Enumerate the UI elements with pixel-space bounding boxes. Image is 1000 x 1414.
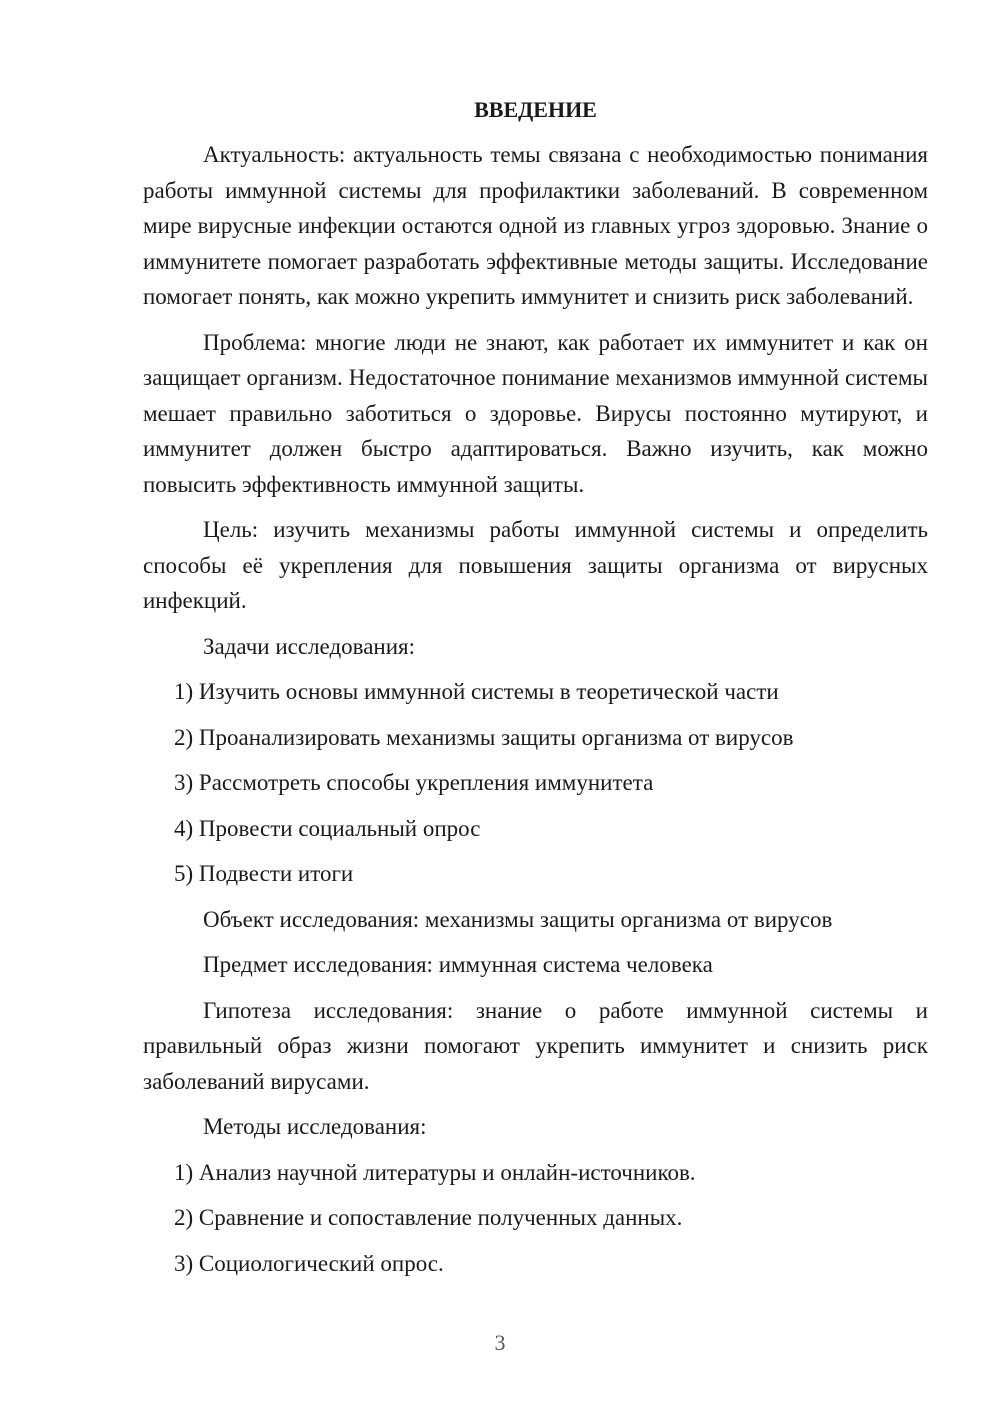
task-item: 2) Проанализировать механизмы защиты организма от вирусов <box>174 724 794 750</box>
page-number: 3 <box>494 1330 506 1355</box>
method-item: 3) Социологический опрос. <box>174 1250 444 1276</box>
tasks-title: Задачи исследования: <box>203 633 416 659</box>
object-paragraph: Объект исследования: механизмы защиты организма от вирусов <box>203 906 833 932</box>
method-item: 1) Анализ научной литературы и онлайн-источников. <box>174 1159 696 1185</box>
task-item: 3) Рассмотреть способы укрепления иммунитета <box>174 770 654 795</box>
tasks-list <box>143 674 928 892</box>
problem-paragraph: Проблема: многие люди не знают, как работает их иммунитет и как он защищает организм. Недостаточное понимание механизмов иммунной системы мешает правильно заботиться о здоровье. Вирусы постоянно мутируют, и иммунитет должен быстро адаптироваться. Важно изучить, как можно повысить эффективность иммунной защиты. <box>143 329 928 497</box>
task-item: 4) Провести социальный опрос <box>174 815 481 841</box>
section-heading: ВВЕДЕНИЕ <box>474 97 597 122</box>
task-item: 1) Изучить основы иммунной системы в теоретической части <box>174 679 779 704</box>
relevance-paragraph: Актуальность: актуальность темы связана с необходимостью понимания работы иммунной системы для профилактики заболеваний. В современном мире вирусные инфекции остаются одной из главных угроз здоровью. Знание о иммунитете помогает разработать эффективные методы защиты. Исследование помогает понять, как можно укрепить иммунитет и снизить риск заболеваний. <box>143 142 928 309</box>
methods-title: Методы исследования: <box>203 1114 427 1139</box>
method-item: 2) Сравнение и сопоставление полученных данных. <box>174 1205 683 1230</box>
document-page <box>143 95 928 1291</box>
hypothesis-paragraph: Гипотеза исследования: знание о работе иммунной системы и правильный образ жизни помогают укрепить иммунитет и снизить риск заболеваний вирусами. <box>143 997 928 1094</box>
subject-paragraph: Предмет исследования: иммунная система человека <box>203 952 713 977</box>
goal-paragraph: Цель: изучить механизмы работы иммунной системы и определить способы её укрепления для повышения защиты организма от вирусных инфекций. <box>143 517 928 613</box>
methods-list <box>143 1155 928 1282</box>
task-item: 5) Подвести итоги <box>174 861 354 886</box>
